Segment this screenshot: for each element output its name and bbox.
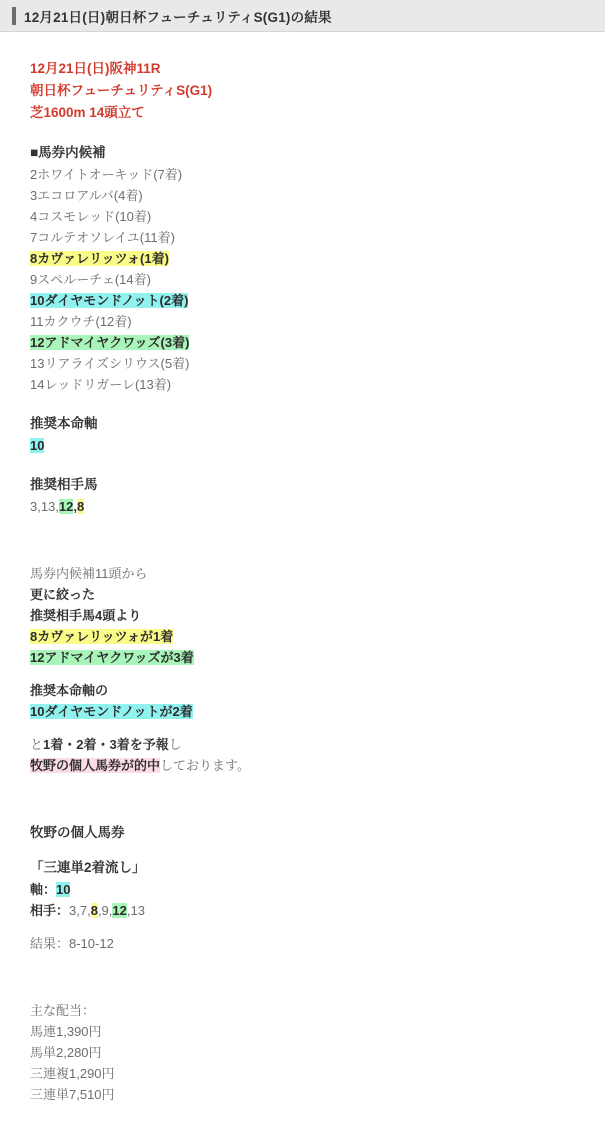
page-header bbox=[0, 0, 605, 32]
aite-comma: , bbox=[73, 499, 78, 514]
summary-line-2 bbox=[30, 584, 575, 605]
ticket-partner-part: ,13 bbox=[126, 903, 145, 918]
list-item bbox=[30, 353, 575, 374]
candidates-heading: ■馬券内候補 bbox=[30, 145, 106, 160]
ticket-partner-green: 12 bbox=[112, 903, 127, 918]
candidate-label: 4コスモレッド(10着) bbox=[30, 209, 152, 224]
spacer bbox=[30, 954, 575, 988]
summary-text: 推奨本命軸の bbox=[30, 683, 109, 698]
summary-text-post: し bbox=[168, 737, 182, 752]
spacer bbox=[30, 722, 575, 734]
aite-heading: 推奨相手馬 bbox=[30, 477, 98, 492]
spacer bbox=[30, 517, 575, 551]
spacer bbox=[30, 456, 575, 474]
ticket-partner-row bbox=[30, 900, 575, 921]
page-title: 12月21日(日)朝日杯フューチュリティS(G1)の結果 bbox=[24, 9, 332, 25]
list-item bbox=[30, 311, 575, 332]
ticket-type: 「三連単2着流し」 bbox=[30, 860, 146, 875]
spacer bbox=[30, 668, 575, 680]
race-date-venue: 12月21日(日)阪神11R bbox=[30, 61, 161, 76]
honmei-value-row bbox=[30, 435, 575, 456]
summary-text-post: しております。 bbox=[160, 758, 250, 773]
spacer bbox=[30, 988, 575, 1000]
ticket-result-text: 結果：8-10-12 bbox=[30, 936, 114, 951]
ticket-partner-yellow: 8 bbox=[90, 903, 98, 918]
list-item bbox=[30, 332, 575, 353]
summary-line-1 bbox=[30, 563, 575, 584]
ticket-axis-label: 軸： bbox=[30, 882, 57, 897]
ticket-heading: 牧野の個人馬券 bbox=[30, 825, 125, 840]
list-item bbox=[30, 269, 575, 290]
summary-text: 推奨相手馬4頭より bbox=[30, 608, 142, 623]
list-item bbox=[30, 164, 575, 185]
list-item bbox=[30, 374, 575, 395]
summary-hit-highlight: 牧野の個人馬券が的中 bbox=[30, 758, 161, 773]
payout-row: 馬連1,390円 bbox=[30, 1024, 102, 1039]
candidate-label: 7コルテオソレイユ(11着) bbox=[30, 230, 175, 245]
summary-line-7 bbox=[30, 701, 575, 722]
honmei-heading: 推奨本命軸 bbox=[30, 416, 98, 431]
list-item bbox=[30, 248, 575, 269]
summary-line-6 bbox=[30, 680, 575, 701]
summary-line-3 bbox=[30, 605, 575, 626]
summary-line-5 bbox=[30, 647, 575, 668]
list-item bbox=[30, 227, 575, 248]
summary-line-4 bbox=[30, 626, 575, 647]
payouts-heading: 主な配当： bbox=[30, 1003, 96, 1018]
aite-value-row bbox=[30, 496, 575, 517]
spacer bbox=[30, 124, 575, 142]
candidate-label: 3エコロアルバ(4着) bbox=[30, 188, 143, 203]
aite-prefix: 3,13, bbox=[30, 499, 59, 514]
payout-row: 三連複1,290円 bbox=[30, 1066, 115, 1081]
candidate-label-highlight-3rd: 12アドマイヤクワッズ(3着) bbox=[30, 335, 190, 350]
summary-line-9 bbox=[30, 755, 575, 776]
summary-result-1st: 8カヴァレリッツォが1着 bbox=[30, 629, 174, 644]
spacer bbox=[30, 810, 575, 822]
spacer bbox=[30, 844, 575, 856]
spacer bbox=[30, 776, 575, 810]
ticket-result bbox=[30, 933, 575, 954]
list-item bbox=[30, 290, 575, 311]
summary-result-3rd: 12アドマイヤクワッズが3着 bbox=[30, 650, 194, 665]
payout-row: 馬単2,280円 bbox=[30, 1045, 102, 1060]
header-accent-bar bbox=[12, 7, 16, 25]
candidate-label: 9スペルーチェ(14着) bbox=[30, 272, 151, 287]
race-name: 朝日杯フューチュリティS(G1) bbox=[30, 83, 213, 98]
aite-value-yellow: 8 bbox=[77, 499, 85, 514]
ticket-axis-value: 10 bbox=[56, 882, 71, 897]
list-item bbox=[30, 185, 575, 206]
spacer bbox=[30, 551, 575, 563]
summary-text-pre: と bbox=[30, 737, 44, 752]
honmei-value: 10 bbox=[30, 438, 45, 453]
spacer bbox=[30, 395, 575, 413]
summary-result-2nd: 10ダイヤモンドノットが2着 bbox=[30, 704, 193, 719]
ticket-partner-part: 3,7, bbox=[69, 903, 91, 918]
candidate-label-highlight-1st: 8カヴァレリッツォ(1着) bbox=[30, 251, 169, 266]
summary-line-8 bbox=[30, 734, 575, 755]
summary-text: 更に絞った bbox=[30, 587, 96, 602]
ticket-partner-label: 相手： bbox=[30, 903, 70, 918]
spacer bbox=[30, 921, 575, 933]
summary-text: 馬券内候補11頭から bbox=[30, 566, 148, 581]
candidate-label: 11カクウチ(12着) bbox=[30, 314, 132, 329]
ticket-axis-row bbox=[30, 879, 575, 900]
candidate-label-highlight-2nd: 10ダイヤモンドノット(2着) bbox=[30, 293, 189, 308]
list-item bbox=[30, 206, 575, 227]
candidate-label: 13リアライズシリウス(5着) bbox=[30, 356, 190, 371]
ticket-partner-part: ,9, bbox=[97, 903, 113, 918]
payout-row: 三連単7,510円 bbox=[30, 1087, 115, 1102]
candidate-label: 14レッドリガーレ(13着) bbox=[30, 377, 172, 392]
page-content bbox=[0, 32, 605, 1125]
summary-text-bold: 1着・2着・3着を予報 bbox=[43, 737, 169, 752]
aite-value-green: 12 bbox=[58, 499, 74, 514]
race-conditions: 芝1600m 14頭立て bbox=[30, 105, 145, 120]
candidate-label: 2ホワイトオーキッド(7着) bbox=[30, 167, 183, 182]
